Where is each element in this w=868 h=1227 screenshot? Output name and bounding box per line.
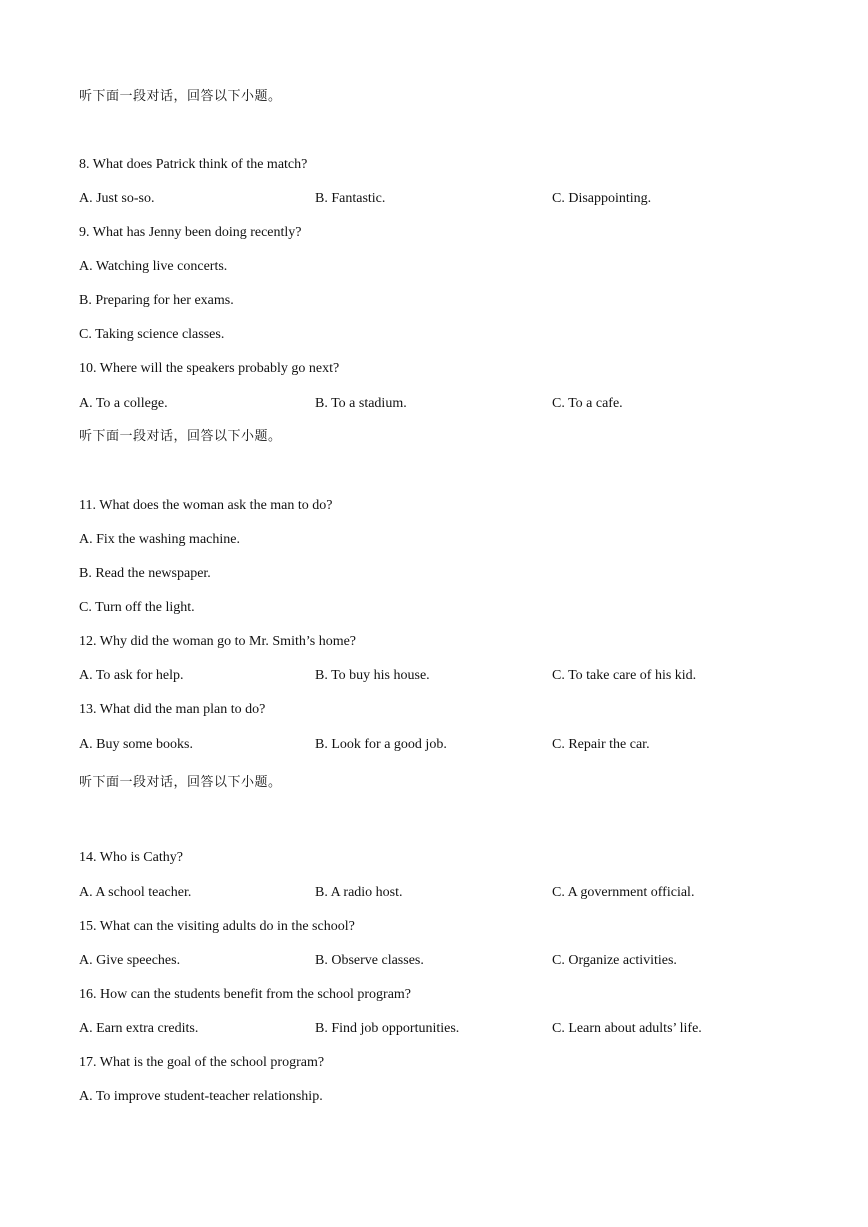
question-stem-15: 15. What can the visiting adults do in the school? — [79, 919, 355, 934]
option-b: B. To a stadium. — [315, 396, 407, 411]
option-b: B. Look for a good job. — [315, 737, 447, 752]
option-b: B. To buy his house. — [315, 668, 430, 683]
options-row-13 — [79, 736, 779, 754]
option-a: A. To improve student-teacher relationship. — [79, 1089, 323, 1104]
question-stem-11: 11. What does the woman ask the man to do? — [79, 498, 333, 513]
question-stem-17: 17. What is the goal of the school program? — [79, 1055, 325, 1070]
question-stem-9: 9. What has Jenny been doing recently? — [79, 225, 302, 240]
option-b: B. Find job opportunities. — [315, 1021, 460, 1036]
option-a: A. To a college. — [79, 396, 168, 411]
options-row-15 — [79, 952, 779, 970]
option-a: A. Earn extra credits. — [79, 1021, 199, 1036]
option-c: C. To take care of his kid. — [552, 668, 697, 683]
option-c: C. A government official. — [552, 885, 695, 900]
option-a: A. Watching live concerts. — [79, 259, 228, 274]
option-a: A. Fix the washing machine. — [79, 532, 240, 547]
question-stem-14: 14. Who is Cathy? — [79, 850, 183, 865]
option-c: C. Learn about adults’ life. — [552, 1021, 702, 1036]
option-a: A. Just so-so. — [79, 191, 155, 206]
question-stem-8: 8. What does Patrick think of the match? — [79, 157, 308, 172]
option-b: B. A radio host. — [315, 885, 403, 900]
option-b: B. Fantastic. — [315, 191, 386, 206]
section-instruction: 听下面一段对话，回答以下小题。 — [79, 89, 282, 104]
option-a: A. To ask for help. — [79, 668, 184, 683]
options-row-10 — [79, 395, 779, 413]
options-row-14 — [79, 884, 779, 902]
option-b: B. Read the newspaper. — [79, 566, 211, 581]
question-stem-13: 13. What did the man plan to do? — [79, 702, 266, 717]
option-a: A. Buy some books. — [79, 737, 193, 752]
question-stem-16: 16. How can the students benefit from the school program? — [79, 987, 412, 1002]
options-row-16 — [79, 1020, 779, 1038]
option-c: C. Organize activities. — [552, 953, 677, 968]
option-c: C. To a cafe. — [552, 396, 623, 411]
option-a: A. Give speeches. — [79, 953, 181, 968]
option-c: C. Disappointing. — [552, 191, 652, 206]
option-a: A. A school teacher. — [79, 885, 192, 900]
question-stem-10: 10. Where will the speakers probably go next? — [79, 361, 340, 376]
options-row-12 — [79, 667, 779, 685]
option-c: C. Taking science classes. — [79, 327, 225, 342]
option-b: B. Preparing for her exams. — [79, 293, 234, 308]
option-c: C. Turn off the light. — [79, 600, 195, 615]
option-b: B. Observe classes. — [315, 953, 424, 968]
option-c: C. Repair the car. — [552, 737, 650, 752]
question-stem-12: 12. Why did the woman go to Mr. Smith’s home? — [79, 634, 357, 649]
section-instruction: 听下面一段对话，回答以下小题。 — [79, 429, 282, 444]
section-instruction: 听下面一段对话，回答以下小题。 — [79, 775, 282, 790]
options-row-8 — [79, 190, 779, 208]
